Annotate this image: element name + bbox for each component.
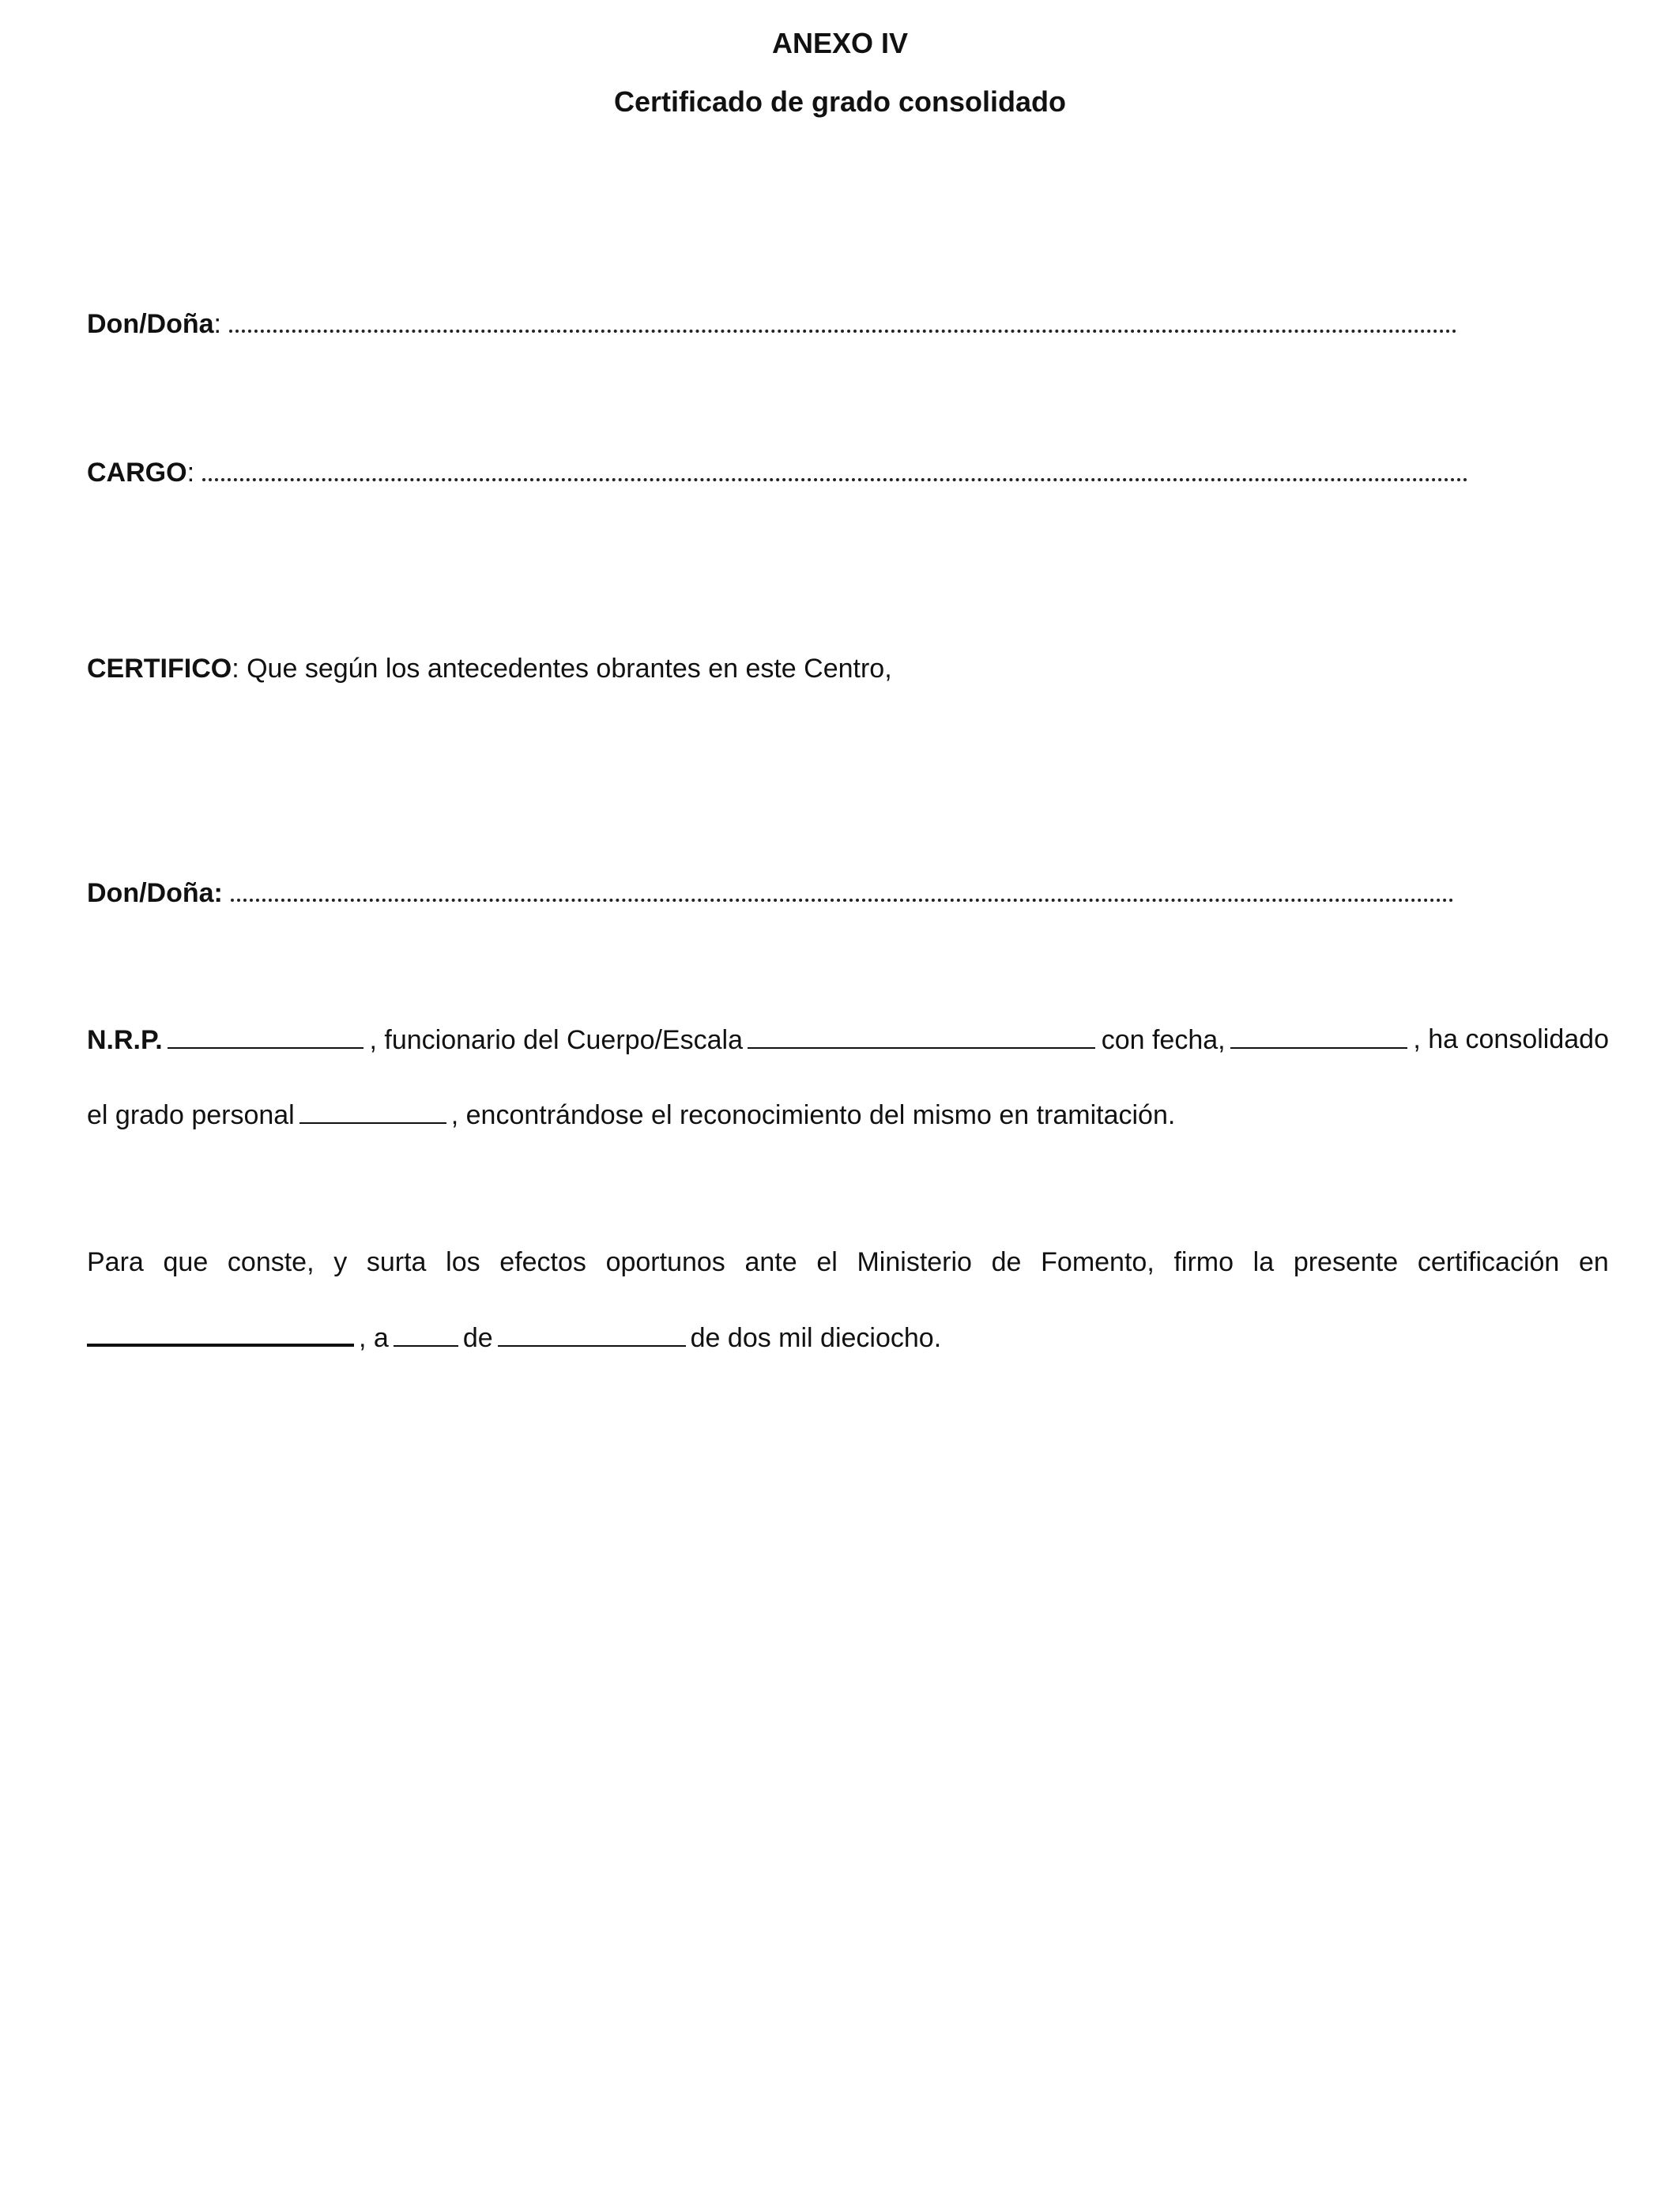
- consolidado-text: , ha consolidado: [1413, 1024, 1609, 1054]
- don-dona-dotted-fill-2[interactable]: [231, 878, 1454, 902]
- closing-word: Ministerio: [857, 1247, 972, 1277]
- closing-word: y: [333, 1247, 348, 1277]
- closing-word: surta: [366, 1247, 427, 1277]
- don-dona-dotted-fill[interactable]: [229, 309, 1457, 333]
- cargo-dotted-fill[interactable]: [202, 458, 1468, 481]
- fecha-text: con fecha,: [1101, 1025, 1226, 1055]
- don-dona-field-row-2: [87, 877, 1454, 909]
- cuerpo-text: , funcionario del Cuerpo/Escala: [369, 1025, 743, 1055]
- day-blank[interactable]: [394, 1321, 458, 1347]
- nrp-label: N.R.P.: [87, 1025, 163, 1055]
- closing-word: oportunos: [605, 1247, 725, 1277]
- certifico-row: [87, 653, 892, 684]
- month-blank[interactable]: [498, 1321, 686, 1347]
- closing-line-1: [87, 1246, 1609, 1278]
- closing-word: firmo: [1173, 1247, 1234, 1277]
- certifico-text: : Que según los antecedentes obrantes en este Centro,: [232, 654, 892, 684]
- closing-word: en: [1579, 1247, 1609, 1277]
- nrp-line-1: [87, 1023, 1609, 1056]
- de-text: de: [462, 1323, 493, 1353]
- closing-word: certificación: [1417, 1247, 1560, 1277]
- cuerpo-segment: [369, 1023, 1100, 1056]
- cargo-field-row: [87, 457, 1468, 488]
- closing-word: el: [816, 1247, 838, 1277]
- document-title: Certificado de grado consolidado: [613, 85, 1067, 118]
- closing-word: de: [991, 1247, 1022, 1277]
- nrp-segment: [87, 1023, 368, 1056]
- closing-line-2: [87, 1320, 941, 1354]
- closing-word: Para: [87, 1247, 144, 1277]
- closing-word: ante: [744, 1247, 797, 1277]
- cuerpo-escala-blank[interactable]: [748, 1023, 1095, 1049]
- don-dona-label-2: Don/Doña:: [87, 878, 223, 908]
- closing-word: presente: [1293, 1247, 1399, 1277]
- closing-word: la: [1252, 1247, 1275, 1277]
- certifico-label: CERTIFICO: [87, 654, 232, 684]
- grado-text: el grado personal: [87, 1100, 295, 1130]
- nrp-line-2: [87, 1099, 1175, 1131]
- closing-word: Fomento,: [1041, 1247, 1155, 1277]
- place-blank[interactable]: [87, 1320, 354, 1347]
- year-text: de dos mil dieciocho.: [690, 1323, 942, 1353]
- colon: :: [186, 458, 195, 488]
- nrp-blank[interactable]: [168, 1023, 363, 1049]
- don-dona-field-row: [87, 308, 1457, 340]
- don-dona-label: Don/Doña: [87, 309, 214, 339]
- tramitacion-text: , encontrándose el reconocimiento del mismo en tramitación.: [450, 1100, 1176, 1130]
- comma-a-text: , a: [359, 1323, 389, 1353]
- colon: :: [213, 309, 221, 339]
- annex-heading: ANEXO IV: [771, 27, 909, 59]
- closing-word: que: [163, 1247, 209, 1277]
- fecha-segment: [1102, 1023, 1412, 1056]
- closing-word: conste,: [227, 1247, 315, 1277]
- grado-blank[interactable]: [299, 1099, 446, 1124]
- fecha-blank[interactable]: [1230, 1023, 1407, 1049]
- closing-word: efectos: [499, 1247, 586, 1277]
- closing-word: los: [446, 1247, 480, 1277]
- cargo-label: CARGO: [87, 458, 187, 488]
